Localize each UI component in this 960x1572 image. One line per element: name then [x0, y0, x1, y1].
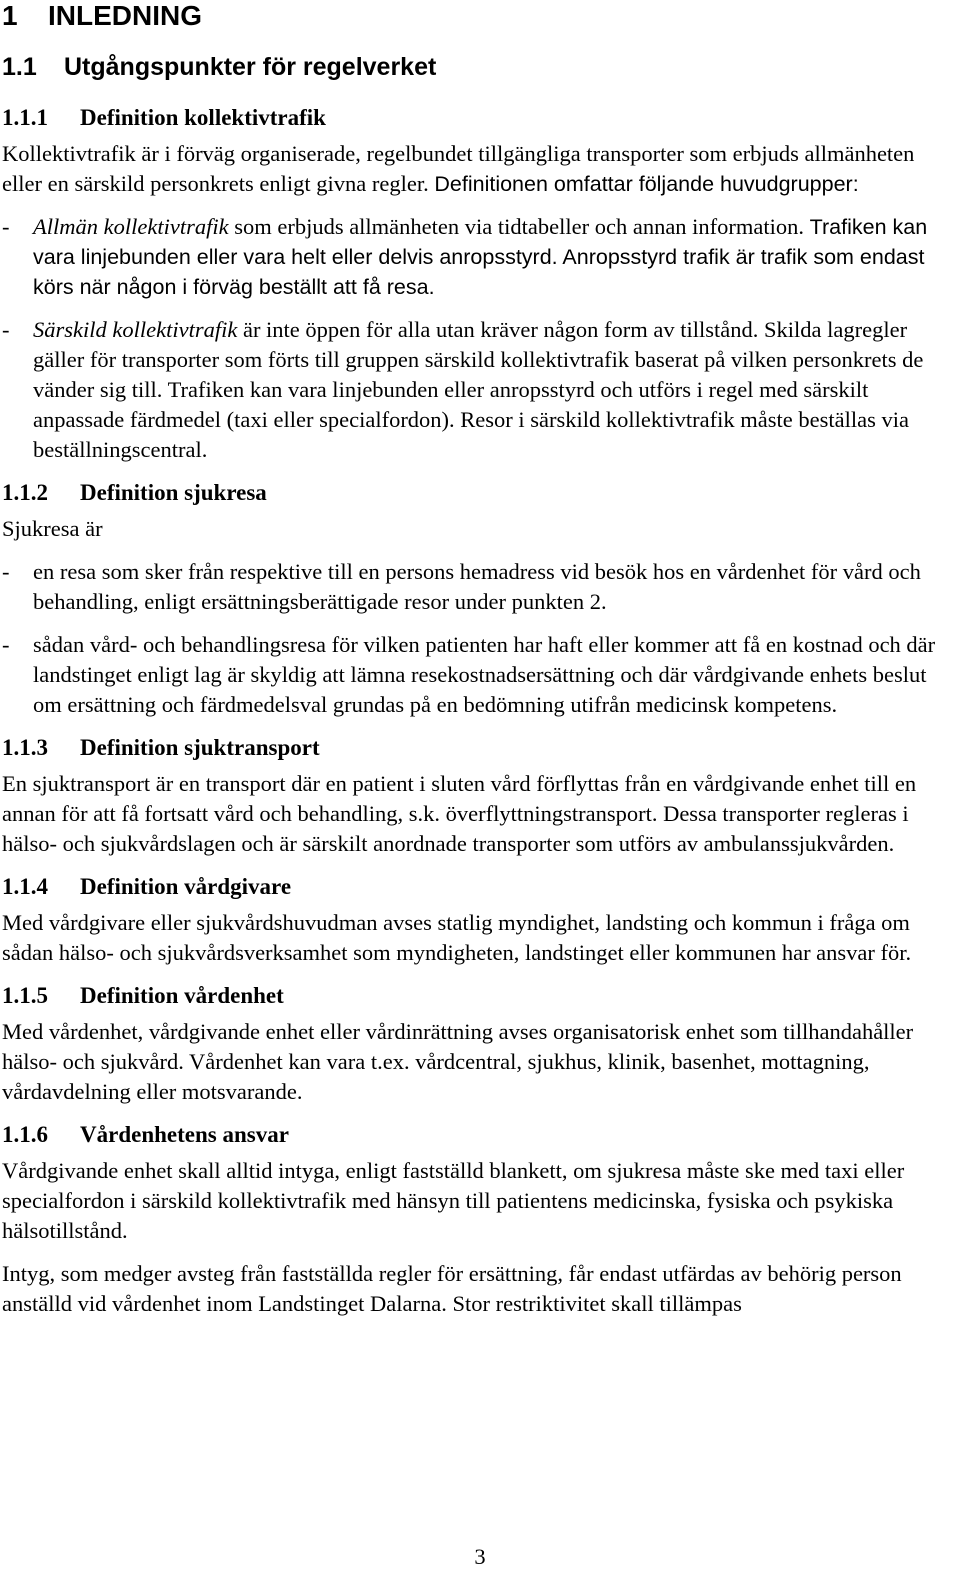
bullet-dash: -	[2, 559, 10, 584]
list-item-allman-kollektivtrafik: - Allmän kollektivtrafik som erbjuds allmänheten via tidtabeller och annan information. Trafiken kan vara linjebunden eller vara helt eller delvis anropsstyrd. Anropsstyrd trafik är trafik som endast körs när någon i förväg beställt att få resa.	[2, 212, 956, 302]
page-number: 3	[474, 1544, 486, 1569]
document-body	[2, 103, 956, 1319]
chapter-heading: 1 INLEDNING	[2, 0, 202, 31]
list-item-sjukresa-2: - sådan vård- och behandlingsresa för vilken patienten har haft eller kommer att få en kostnad och där landstinget enligt lag är skyldig att lämna resekostnadsersättning och där vårdgivande enhets beslut om ersättning och färdmedelsval grundas på en bedömning utifrån medicinsk kompetens.	[2, 630, 956, 720]
paragraph-sjukresa-intro: Sjukresa är	[2, 516, 103, 541]
subsection-heading-sjukresa: 1.1.2 Definition sjukresa	[2, 480, 267, 505]
section-heading: 1.1 Utgångspunkter för regelverket	[2, 53, 437, 81]
bullet-dash: -	[2, 317, 10, 342]
subsection-heading-kollektivtrafik: 1.1.1 Definition kollektivtrafik	[2, 105, 326, 130]
bullet-dash: -	[2, 214, 10, 239]
paragraph-ansvar-avsteg: Intyg, som medger avsteg från fastställda regler för ersättning, får endast utfärdas av behörig person anställd vid vårdenhet inom Landstinget Dalarna. Stor restriktivitet skall tillämpas	[2, 1261, 902, 1316]
subsection-heading-vardenhet: 1.1.5 Definition vårdenhet	[2, 983, 284, 1008]
subsection-heading-vardenhetens-ansvar: 1.1.6 Vårdenhetens ansvar	[2, 1122, 289, 1147]
bullet-dash: -	[2, 632, 10, 657]
list-item-sarskild-kollektivtrafik: - Särskild kollektivtrafik är inte öppen för alla utan kräver någon form av tillstånd. Skilda lagregler gäller för transporter som förts till gruppen särskild kollektivtrafik baserat på vilken personkrets de vänder sig till. Trafiken kan vara linjebunden eller anropsstyrd och utförs i regel med särskilt anpassade färdmedel (taxi eller specialfordon). Resor i särskild kollektivtrafik måste beställas via beställningscentral.	[2, 315, 956, 465]
paragraph-vardenhet: Med vårdenhet, vårdgivande enhet eller vårdinrättning avses organisatorisk enhet som tillhandahåller hälso- och sjukvård. Vårdenhet kan vara t.ex. vårdcentral, sjukhus, klinik, basenhet, mottagning, vårdavdelning eller motsvarande.	[2, 1019, 914, 1104]
list-item-sjukresa-1: - en resa som sker från respektive till en persons hemadress vid besök hos en vårdenhet för vård och behandling, enligt ersättningsberättigade resor under punkten 2.	[2, 557, 956, 617]
paragraph-ansvar-intyg: Vårdgivande enhet skall alltid intyga, enligt fastställd blankett, om sjukresa måste ske med taxi eller specialfordon i särskild kollektivtrafik med hänsyn till patientens medicinska, fysiska och psykiska hälsotillstånd.	[2, 1158, 905, 1243]
paragraph-vardgivare: Med vårdgivare eller sjukvårdshuvudman avses statlig myndighet, landsting och kommun i fråga om sådan hälso- och sjukvårdsverksamhet som myndigheten, landstinget eller kommunen har ansvar för.	[2, 910, 912, 965]
paragraph-kollektivtrafik-definition: Kollektivtrafik är i förväg organiserade, regelbundet tillgängliga transporter som erbjuds allmänheten eller en särskild personkrets enligt givna regler. Definitionen omfattar följande huvudgrupper:	[2, 141, 915, 196]
subsection-heading-vardgivare: 1.1.4 Definition vårdgivare	[2, 874, 292, 899]
paragraph-sjuktransport: En sjuktransport är en transport där en patient i sluten vård förflyttas från en vårdgivande enhet till en annan för att få fortsatt vård och behandling, s.k. överflyttningstransport. Dessa transporter regleras i hälso- och sjukvårdslagen och är särskilt anordnade transporter som utförs av ambulanssjukvården.	[2, 771, 917, 856]
subsection-heading-sjuktransport: 1.1.3 Definition sjuktransport	[2, 735, 320, 760]
